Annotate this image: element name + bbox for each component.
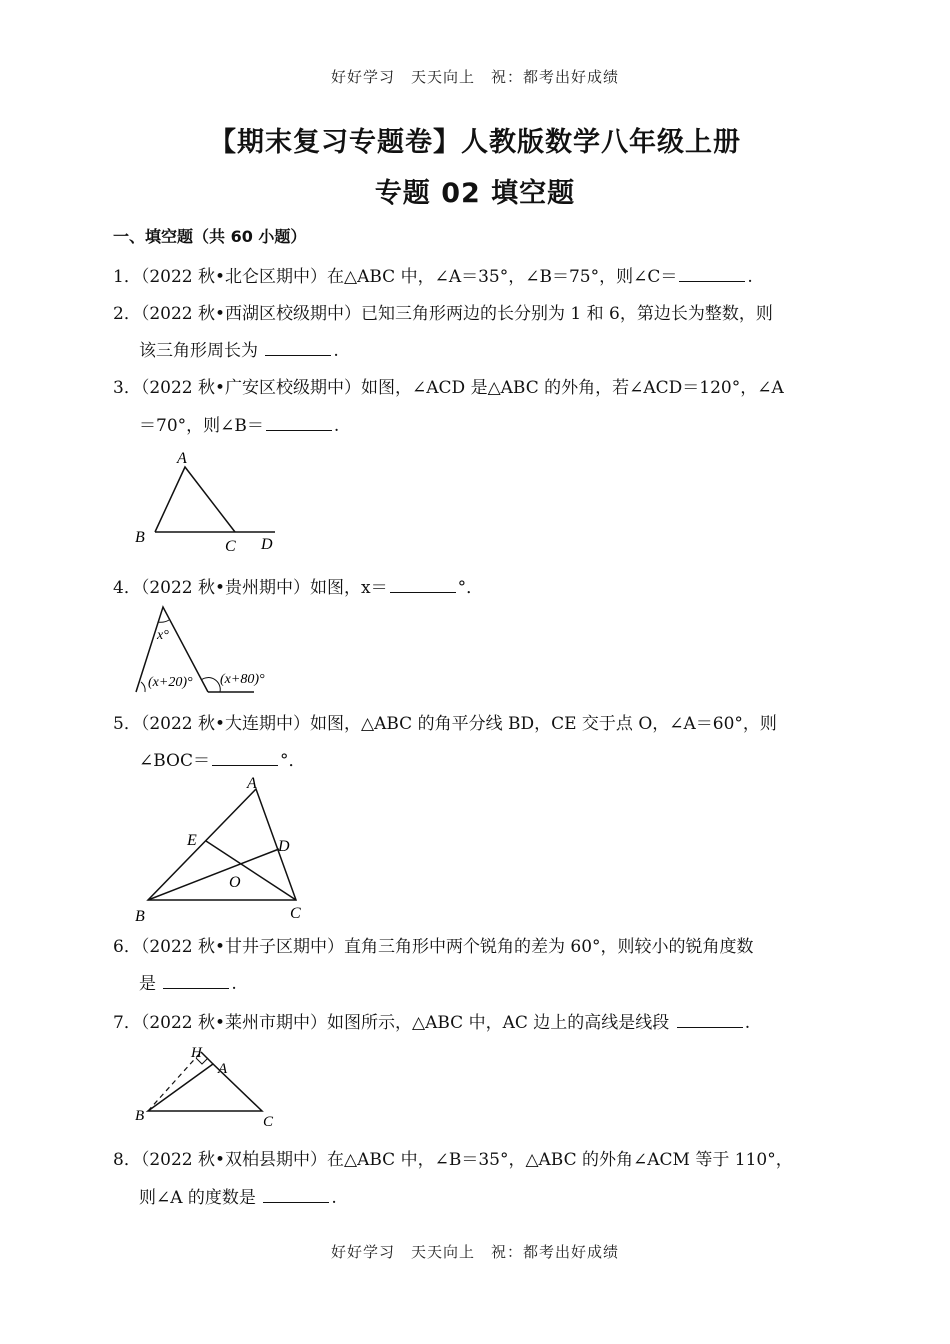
page-header: 好好学习 天天向上 祝：都考出好成绩 bbox=[330, 68, 619, 86]
answer-blank[interactable] bbox=[265, 340, 331, 356]
figure-q3-triangle bbox=[128, 445, 288, 557]
question-end: . bbox=[744, 1013, 751, 1033]
question-8-text-b: 则∠A 的度数是 bbox=[139, 1188, 256, 1208]
question-5 bbox=[113, 709, 777, 734]
question-3-continued bbox=[139, 411, 339, 436]
question-4-text: 4．（2022 秋•贵州期中）如图，x＝ bbox=[113, 578, 388, 598]
page-title: 【期末复习专题卷】人教版数学八年级上册 bbox=[209, 127, 741, 158]
question-end: . bbox=[331, 1188, 337, 1208]
question-5-text: 5．（2022 秋•大连期中）如图，△ABC 的角平分线 BD，CE 交于点 O，∠A＝60°，则 bbox=[113, 714, 777, 734]
question-end: . bbox=[333, 416, 340, 436]
question-4 bbox=[113, 573, 483, 598]
question-1-text: 1．（2022 秋•北仑区期中）在△ABC 中，∠A＝35°，∠B＝75°，则∠C＝ bbox=[113, 267, 678, 287]
page-subtitle: 专题 02 填空题 bbox=[374, 178, 576, 209]
page-footer: 好好学习 天天向上 祝：都考出好成绩 bbox=[330, 1243, 619, 1261]
figure-q7-triangle bbox=[128, 1040, 288, 1136]
question-8-continued bbox=[139, 1183, 337, 1208]
question-8-text: 8．（2022 秋•双柏县期中）在△ABC 中，∠B＝35°，△ABC 的外角∠ACM 等于 110°， bbox=[113, 1150, 793, 1170]
figure-q4-triangle bbox=[128, 600, 298, 698]
label-A: A bbox=[218, 1061, 228, 1077]
question-2-text-b: 该三角形周长为 bbox=[139, 341, 258, 361]
question-3-text: 3．（2022 秋•广安区校级期中）如图，∠ACD 是△ABC 的外角，若∠ACD＝120°，∠A bbox=[113, 378, 784, 398]
answer-blank[interactable] bbox=[212, 750, 278, 766]
figure-q5-triangle bbox=[128, 770, 318, 930]
question-3 bbox=[113, 373, 784, 398]
question-end: . bbox=[231, 974, 237, 994]
label-C: C bbox=[290, 905, 301, 922]
question-6-text-b: 是 bbox=[139, 974, 156, 994]
question-end: °． bbox=[457, 578, 484, 598]
section-heading: 一、填空题（共 60 小题） bbox=[113, 227, 307, 246]
question-1 bbox=[113, 262, 753, 287]
question-2-continued bbox=[139, 336, 339, 361]
question-6 bbox=[113, 932, 754, 957]
label-x: x° bbox=[157, 628, 169, 643]
answer-blank[interactable] bbox=[390, 577, 456, 593]
label-B: B bbox=[135, 908, 145, 925]
question-7-text: 7．（2022 秋•莱州市期中）如图所示，△ABC 中，AC 边上的高线是线段 bbox=[113, 1013, 670, 1033]
question-end: °． bbox=[280, 751, 306, 771]
answer-blank[interactable] bbox=[263, 1187, 329, 1203]
label-C: C bbox=[263, 1114, 274, 1130]
label-D: D bbox=[278, 838, 290, 855]
label-H: H bbox=[191, 1045, 202, 1061]
label-C: C bbox=[225, 538, 236, 555]
question-2 bbox=[113, 299, 773, 324]
question-5-continued bbox=[139, 746, 306, 771]
question-7 bbox=[113, 1008, 750, 1033]
label-E: E bbox=[187, 832, 197, 849]
answer-blank[interactable] bbox=[677, 1012, 743, 1028]
answer-blank[interactable] bbox=[679, 266, 745, 282]
question-6-continued bbox=[139, 969, 237, 994]
question-2-text: 2．（2022 秋•西湖区校级期中）已知三角形两边的长分别为 1 和 6，第边长为整数，则 bbox=[113, 304, 773, 324]
question-3-text-b: ＝70°，则∠B＝ bbox=[139, 416, 264, 436]
question-5-text-b: ∠BOC＝ bbox=[139, 751, 210, 771]
label-D: D bbox=[261, 536, 273, 553]
label-A: A bbox=[177, 450, 187, 467]
answer-blank[interactable] bbox=[163, 973, 229, 989]
label-O: O bbox=[229, 874, 241, 891]
label-x-plus-80: (x+80)° bbox=[220, 672, 265, 687]
answer-blank[interactable] bbox=[266, 415, 332, 431]
question-8 bbox=[113, 1145, 793, 1170]
question-end: . bbox=[333, 341, 339, 361]
question-end: . bbox=[747, 267, 753, 287]
label-B: B bbox=[135, 1108, 145, 1124]
label-B: B bbox=[135, 529, 145, 546]
label-x-plus-20: (x+20)° bbox=[148, 675, 193, 690]
question-6-text: 6．（2022 秋•甘井子区期中）直角三角形中两个锐角的差为 60°，则较小的锐角度数 bbox=[113, 937, 754, 957]
label-A: A bbox=[247, 775, 257, 792]
